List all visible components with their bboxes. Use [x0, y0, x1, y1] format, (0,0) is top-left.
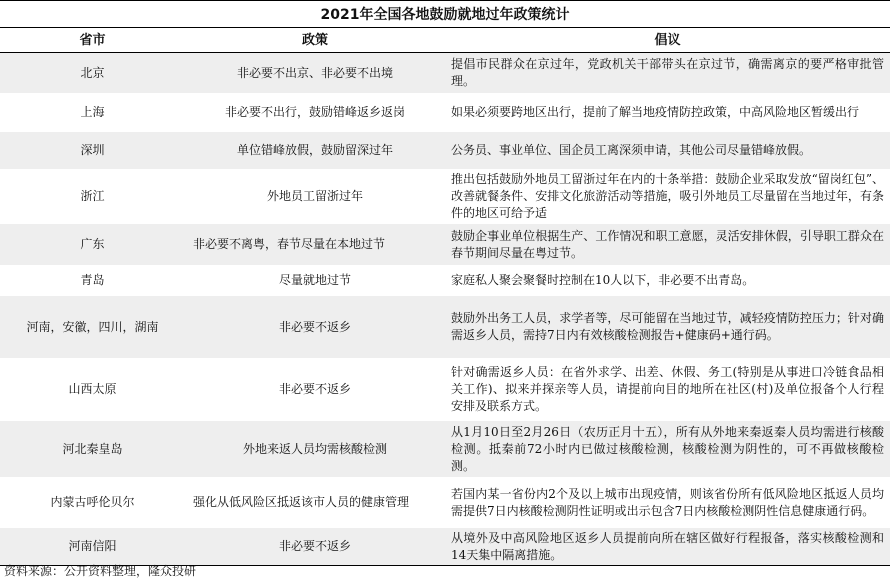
header-policy: 政策	[185, 28, 445, 53]
proposal-cell: 如果必须要跨地区出行，提前了解当地疫情防控政策，中高风险地区暂缓出行	[445, 94, 890, 132]
table-row	[0, 296, 890, 359]
city-cell: 上海	[0, 94, 185, 132]
table-row	[0, 94, 890, 132]
proposal-cell: 提倡市民群众在京过年，党政机关干部带头在京过节，确需离京的要严格审批管理。	[445, 53, 890, 94]
table-row	[0, 132, 890, 170]
header-city: 省市	[0, 28, 185, 53]
proposal-cell: 公务员、事业单位、国企员工离深须申请，其他公司尽量错峰放假。	[445, 132, 890, 170]
proposal-cell: 推出包括鼓励外地员工留浙过年在内的十条举措：鼓励企业采取发放“留岗红包”、改善就餐条件、安排文化旅游活动等措施，吸引外地员工尽量留在当地过年，有条件的地区可给予适	[445, 170, 890, 224]
policy-cell: 强化从低风险区抵返该市人员的健康管理	[185, 478, 445, 528]
table-title: 2021年全国各地鼓励就地过年政策统计	[0, 0, 890, 28]
policy-cell: 非必要不出行，鼓励错峰返乡返岗	[185, 94, 445, 132]
proposal-cell: 家庭私人聚会聚餐时控制在10人以下，非必要不出青岛。	[445, 266, 890, 296]
city-cell: 广东	[0, 224, 185, 266]
city-cell: 北京	[0, 53, 185, 94]
policy-cell: 外地来返人员均需核酸检测	[185, 421, 445, 478]
proposal-cell: 从1月10日至2月26日（农历正月十五），所有从外地来秦返秦人员均需进行核酸检测。抵秦前72小时内已做过核酸检测，核酸检测为阴性的，可不再做核酸检测。	[445, 421, 890, 478]
city-cell: 深圳	[0, 132, 185, 170]
policy-cell: 单位错峰放假，鼓励留深过年	[185, 132, 445, 170]
policy-cell: 非必要不返乡	[185, 296, 445, 359]
proposal-cell: 从境外及中高风险地区返乡人员提前向所在辖区做好行程报备，落实核酸检测和14天集中隔离措施。	[445, 528, 890, 566]
policy-cell: 非必要不返乡	[185, 359, 445, 421]
table-row	[0, 478, 890, 528]
policy-cell: 尽量就地过节	[185, 266, 445, 296]
header-proposal: 倡议	[445, 28, 890, 53]
proposal-cell: 鼓励企事业单位根据生产、工作情况和职工意愿，灵活安排休假，引导职工群众在春节期间尽量在粤过节。	[445, 224, 890, 266]
table-row	[0, 421, 890, 478]
table-row	[0, 528, 890, 566]
city-cell: 山西太原	[0, 359, 185, 421]
source-note: 资料来源：公开资料整理，隆众投研	[4, 564, 197, 578]
policy-table	[0, 28, 890, 566]
policy-cell: 非必要不出京、非必要不出境	[185, 53, 445, 94]
city-cell: 青岛	[0, 266, 185, 296]
proposal-cell: 若国内某一省份内2个及以上城市出现疫情，则该省份所有低风险地区抵返人员均需提供7日内核酸检测阴性证明或出示包含7日内核酸检测阴性信息健康通行码。	[445, 478, 890, 528]
city-cell: 浙江	[0, 170, 185, 224]
table-row	[0, 53, 890, 94]
table-row	[0, 266, 890, 296]
city-cell: 河南，安徽，四川，湖南	[0, 296, 185, 359]
table-row	[0, 224, 890, 266]
city-cell: 河北秦皇岛	[0, 421, 185, 478]
proposal-cell: 针对确需返乡人员：在省外求学、出差、休假、务工(特别是从事进口冷链食品相关工作)、拟来并探亲等人员，请提前向目的地所在社区(村)及单位报备个人行程安排及联系方式。	[445, 359, 890, 421]
table-row	[0, 359, 890, 421]
header-row	[0, 28, 890, 53]
city-cell: 河南信阳	[0, 528, 185, 566]
table-row	[0, 170, 890, 224]
policy-cell: 非必要不离粤，春节尽量在本地过节	[185, 224, 445, 266]
proposal-cell: 鼓励外出务工人员，求学者等，尽可能留在当地过节，减轻疫情防控压力；针对确需返乡人员，需持7日内有效核酸检测报告+健康码+通行码。	[445, 296, 890, 359]
policy-cell: 外地员工留浙过年	[185, 170, 445, 224]
policy-cell: 非必要不返乡	[185, 528, 445, 566]
city-cell: 内蒙古呼伦贝尔	[0, 478, 185, 528]
